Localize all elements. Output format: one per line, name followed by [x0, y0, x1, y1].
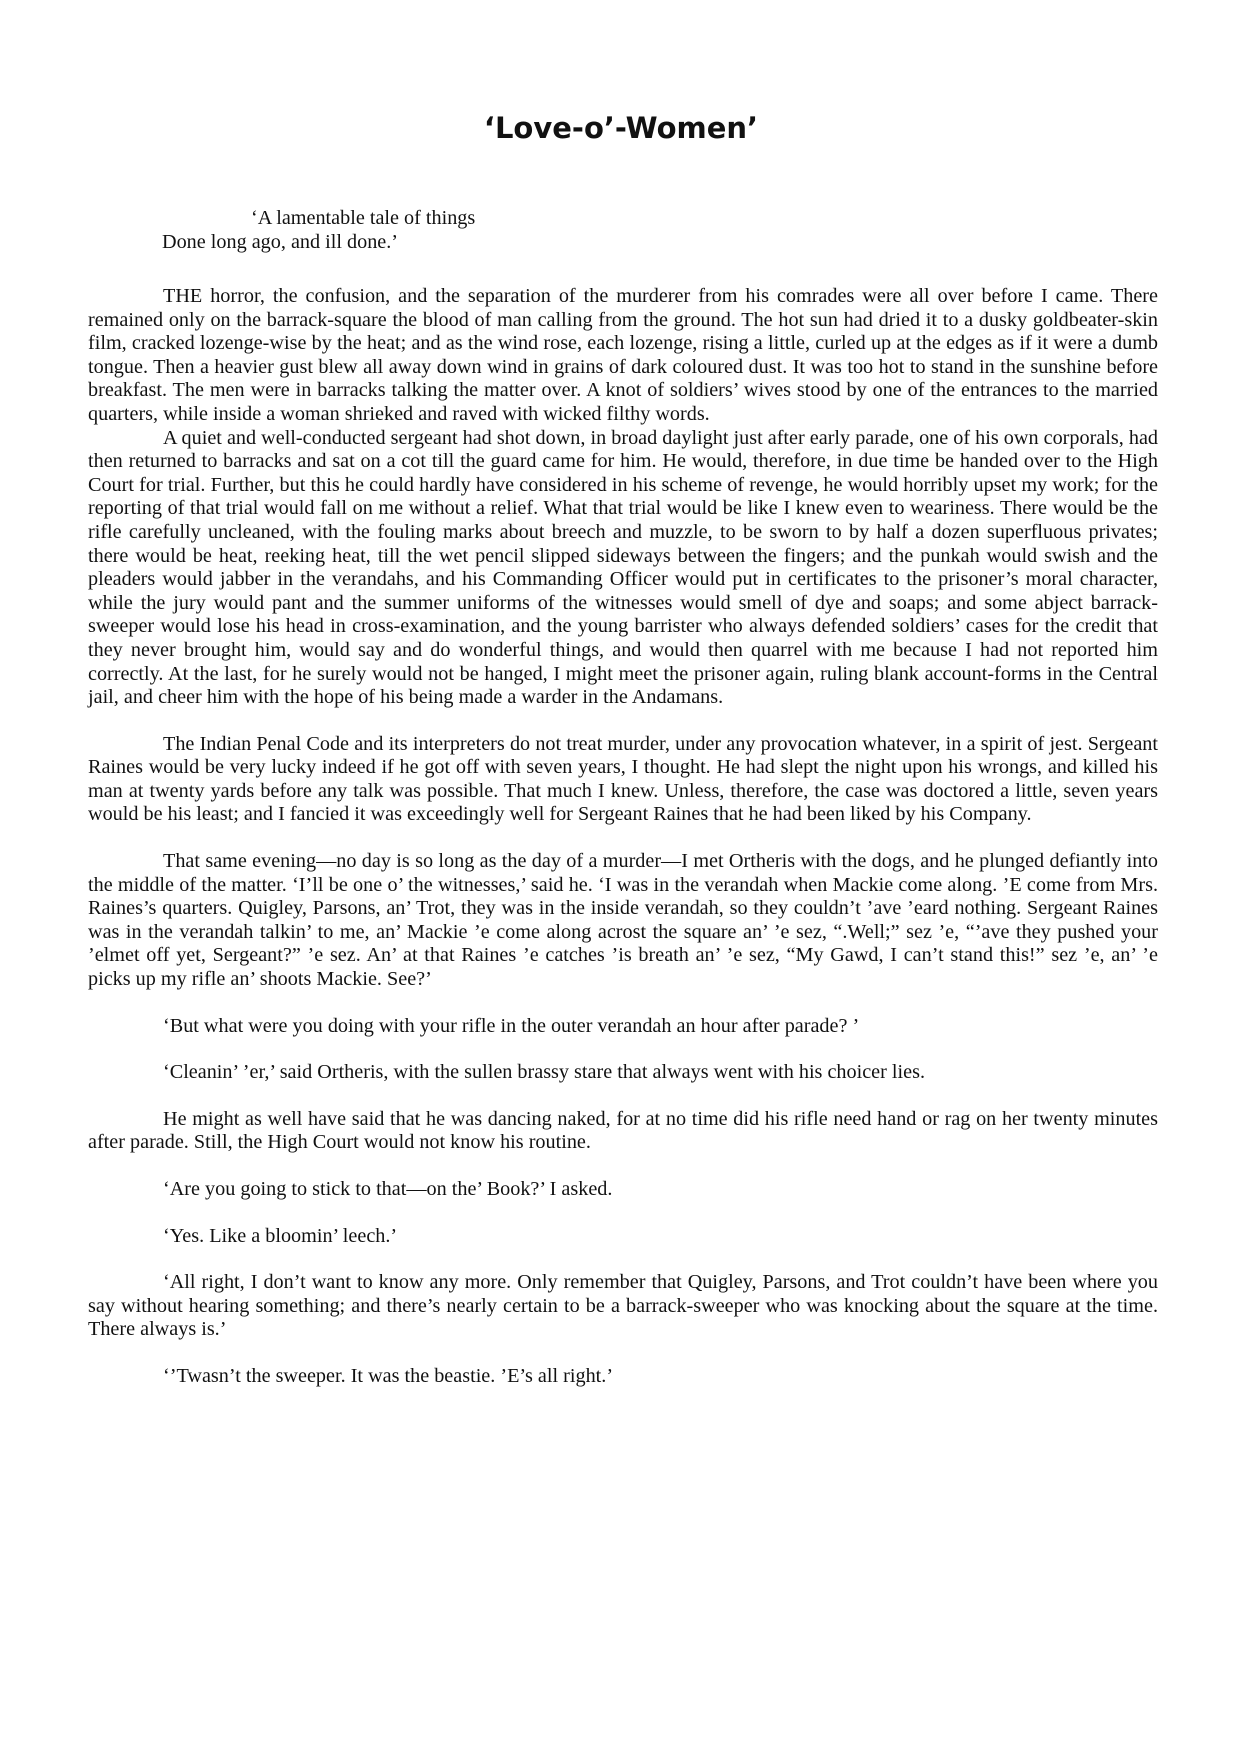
paragraph: ‘Cleanin’ ’er,’ said Ortheris, with the sullen brassy stare that always went with his choicer lies.	[163, 1061, 925, 1084]
paragraph: ‘Are you going to stick to that—on the’ Book?’ I asked.	[163, 1178, 613, 1200]
page-title: ‘Love-o’-Women’	[483, 111, 759, 145]
body-text	[88, 285, 1158, 1389]
epigraph-line: ‘A lamentable tale of things	[251, 207, 476, 229]
paragraph: He might as well have said that he was dancing naked, for at no time did his rifle need hand or rag on her twenty minutes after parade. Still, the High Court would not know his routine.	[88, 1107, 1158, 1154]
paragraph: THE horror, the confusion, and the separation of the murderer from his comrades were all over before I came. There remained only on the barrack-square the blood of man calling from the ground. The hot sun had dried it to a dusky goldbeater-skin film, cracked lozenge-wise by the heat; and as the wind rose, each lozenge, rising a little, curled up at the edges as if it were a dumb tongue. Then a heavier gust blew all away down wind in grains of dark coloured dust. It was too hot to stand in the sunshine before breakfast. The men were in barracks talking the matter over. A knot of soldiers’ wives stood by one of the entrances to the married quarters, while inside a woman shrieked and raved with wicked filthy words.	[88, 285, 1158, 425]
paragraph: The Indian Penal Code and its interpreters do not treat murder, under any provocation whatever, in a spirit of jest. Sergeant Raines would be very lucky indeed if he got off with seven years, I thought. He had slept the night upon his wrongs, and killed his man at twenty yards before any talk was possible. That much I knew. Unless, therefore, the case was doctored a little, seven years would be his least; and I fancied it was exceedingly well for Sergeant Raines that he had been liked by his Company.	[88, 732, 1158, 826]
epigraph	[88, 207, 1158, 254]
paragraph: ‘’Twasn’t the sweeper. It was the beastie. ’E’s all right.’	[163, 1364, 614, 1387]
paragraph: ‘But what were you doing with your rifle in the outer verandah an hour after parade? ’	[163, 1014, 860, 1037]
paragraph: That same evening—no day is so long as the day of a murder—I met Ortheris with the dogs, and he plunged defiantly into the middle of the matter. ‘I’ll be one o’ the witnesses,’ said he. ‘I was in the verandah when Mackie come along. ’E come from Mrs. Raines’s quarters. Quigley, Parsons, an’ Trot, they was in the inside verandah, so they couldn’t ’ave ’eard nothing. Sergeant Raines was in the verandah talkin’ to me, an’ Mackie ’e come along acrost the square an’ ’e sez, “.Well;” sez ’e, “’ave they pushed your ’elmet off yet, Sergeant?” ’e sez. An’ at that Raines ’e catches ’is breath an’ ’e sez, “My Gawd, I can’t stand this!” sez ’e, an’ ’e picks up my rifle an’ shoots Mackie. See?’	[88, 850, 1158, 991]
paragraph: A quiet and well-conducted sergeant had shot down, in broad daylight just after early parade, one of his own corporals, had then returned to barracks and sat on a cot till the guard came for him. He would, therefore, in due time be handed over to the High Court for trial. Further, but this he could hardly have considered in his scheme of revenge, he would horribly upset my work; for the reporting of that trial would fall on me without a relief. What that trial would be like I knew even to weariness. There would be the rifle carefully uncleaned, with the fouling marks about breech and muzzle, to be sworn to by half a dozen superfluous privates; there would be heat, reeking heat, till the wet pencil slipped sideways between the fingers; and the punkah would swish and the pleaders would jabber in the verandahs, and his Commanding Officer would put in certificates to the prisoner’s moral character, while the jury would pant and the summer uniforms of the witnesses would smell of dye and soaps; and some abject barrack-sweeper would lose his head in cross-examination, and the young barrister who always defended soldiers’ cases for the credit that they never brought him, would say and do wonderful things, and would then quarrel with me because I had not reported him correctly. At the last, for he surely would not be hanged, I might meet the prisoner again, ruling blank account-forms in the Central jail, and cheer him with the hope of his being made a warder in the Andamans.	[88, 426, 1158, 709]
paragraph: ‘All right, I don’t want to know any more. Only remember that Quigley, Parsons, and Trot couldn’t have been where you say without hearing something; and there’s nearly certain to be a barrack-sweeper who was knocking about the square at the time. There always is.’	[88, 1271, 1158, 1341]
epigraph-line: Done long ago, and ill done.’	[162, 230, 399, 253]
paragraph: ‘Yes. Like a bloomin’ leech.’	[163, 1224, 398, 1247]
